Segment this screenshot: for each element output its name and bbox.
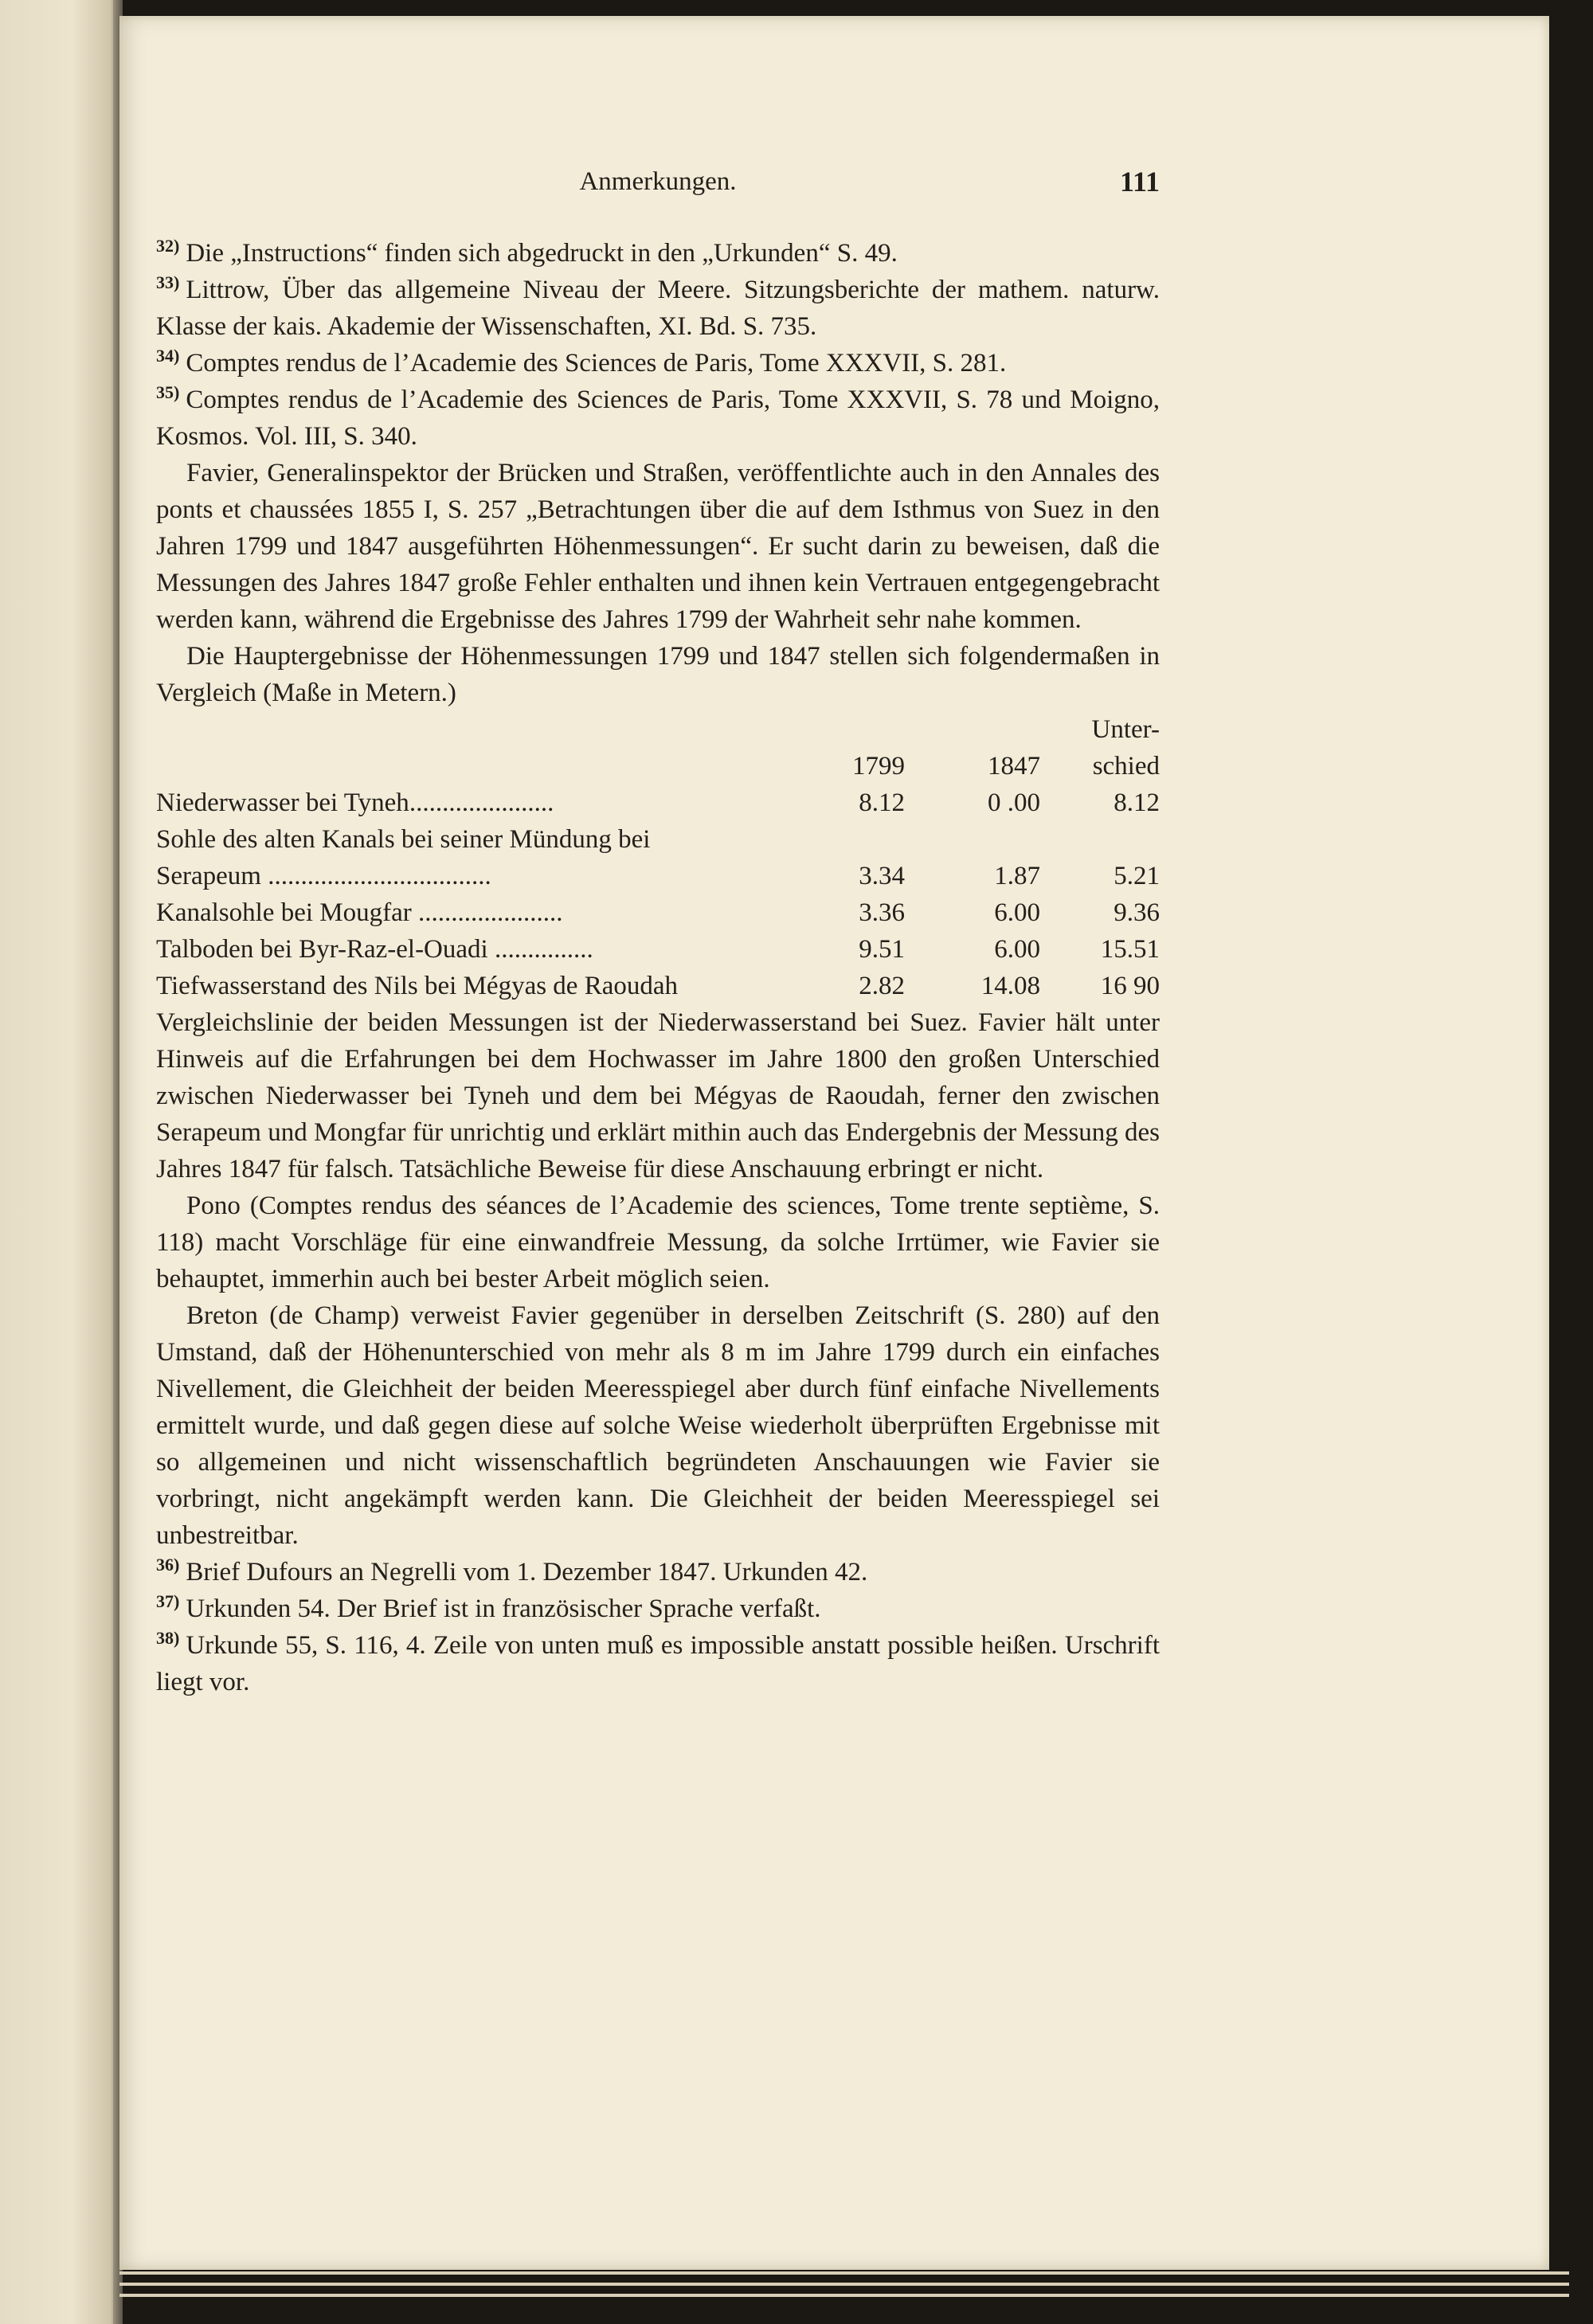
table-row: [156, 931, 1160, 968]
paragraph-favier: Favier, Generalinspektor der Brücken und Straßen, veröffentlichte auch in den Annales des ponts et chaussées 1855 I, S. 257 „Betrachtungen über die auf dem Isthmus von Suez in den Jahren 1799 und 1847 ausgeführten Höhenmessungen“. Er sucht darin zu beweisen, daß die Messungen des Jahres 1847 große Fehler enthalten und ihnen kein Vertrauen entgegengebracht werden kann, während die Ergebnisse des Jahres 1799 der Wahrheit sehr nahe kommen.: [156, 459, 1160, 634]
footnote-text: Urkunde 55, S. 116, 4. Zeile von unten muß es impossible anstatt possible heißen. Urschrift liegt vor.: [156, 1631, 1160, 1696]
footnote-text: Littrow, Über das allgemeine Niveau der Meere. Sitzungsberichte der mathem. naturw. Klasse der kais. Akademie der Wissenschaften, XI. Bd. S. 735.: [156, 276, 1160, 341]
value-1847: 0 .00: [988, 788, 1040, 817]
row-label: Talboden bei Byr-Raz-el-Ouadi: [156, 935, 488, 964]
value-1847: 1.87: [994, 862, 1040, 890]
page-text: [156, 163, 1160, 1700]
facing-page-edge: [0, 0, 119, 2324]
footnote-35: [156, 381, 1160, 455]
value-diff: 16 90: [1100, 972, 1160, 1000]
footnote-36: [156, 1554, 1160, 1590]
value-diff: 5.21: [1114, 862, 1160, 890]
running-header: [156, 163, 1160, 219]
table-row: [156, 858, 1160, 894]
value-diff: 9.36: [1114, 898, 1160, 927]
column-header-1847: 1847: [988, 752, 1040, 781]
height-comparison-table: [156, 711, 1160, 1004]
footnote-number: 34): [156, 346, 180, 366]
leader-dots: ......................: [409, 788, 554, 817]
leader-dots: ...............: [494, 935, 593, 964]
page-stack-edge: [119, 2283, 1569, 2286]
page-stack-edge: [119, 2271, 1569, 2275]
value-1799: 9.51: [859, 935, 905, 964]
footnote-number: 37): [156, 1591, 180, 1611]
value-1799: 8.12: [859, 788, 905, 817]
footnote-number: 35): [156, 382, 180, 402]
footnote-text: Die „Instructions“ finden sich abgedruckt in den „Urkunden“ S. 49.: [186, 239, 898, 268]
paragraph-vergleichslinie: Vergleichslinie der beiden Messungen ist der Niederwasserstand bei Suez. Favier hält unter Hinweis auf die Erfahrungen bei dem Hochwasser im Jahre 1800 den großen Unterschied zwischen Niederwasser bei Tyneh und dem bei Mégyas de Raoudah, ferner den zwischen Serapeum und Mongfar für unrichtig und erklärt mithin auch das Endergebnis der Messung des Jahres 1847 für falsch. Tatsächliche Beweise für diese Anschauung erbringt er nicht.: [156, 1008, 1160, 1184]
table-row: [156, 784, 1160, 821]
value-1799: 3.34: [859, 862, 905, 890]
column-header-1799: 1799: [852, 752, 905, 781]
paragraph-pono: Pono (Comptes rendus des séances de l’Academie des sciences, Tome trente septième, S. 118) macht Vorschläge für eine einwandfreie Messung, da solche Irrtümer, wie Favier sie behauptet, immerhin auch bei bester Arbeit möglich seien.: [156, 1191, 1160, 1293]
value-diff: 8.12: [1114, 788, 1160, 817]
value-diff: 15.51: [1100, 935, 1160, 964]
value-1847: 6.00: [994, 898, 1040, 927]
row-label: Tiefwasserstand des Nils bei Mégyas de Raoudah: [156, 972, 679, 1000]
footnote-text: Comptes rendus de l’Academie des Sciences de Paris, Tome XXXVII, S. 78 und Moigno, Kosmos. Vol. III, S. 340.: [156, 385, 1160, 451]
page-stack-edge: [119, 2294, 1569, 2297]
table-row-label-continuation: [156, 821, 1160, 858]
value-1847: 6.00: [994, 935, 1040, 964]
footnote-32: [156, 235, 1160, 272]
table-row: [156, 968, 1160, 1004]
value-1799: 3.36: [859, 898, 905, 927]
footnote-text: Brief Dufours an Negrelli vom 1. Dezember 1847. Urkunden 42.: [186, 1558, 868, 1587]
table-header-row: [156, 748, 1160, 784]
column-header-diff-line2: schied: [1092, 752, 1160, 781]
footnote-text: Urkunden 54. Der Brief ist in französischer Sprache verfaßt.: [186, 1594, 821, 1623]
footnote-number: 32): [156, 236, 180, 256]
paragraph-hauptergebnisse: Die Hauptergebnisse der Höhenmessungen 1799 und 1847 stellen sich folgendermaßen in Vergleich (Maße in Metern.): [156, 642, 1160, 707]
footnote-number: 33): [156, 272, 180, 292]
leader-dots: ......................: [418, 898, 563, 927]
footnote-38: [156, 1627, 1160, 1700]
page-number: 111: [1119, 166, 1160, 198]
table-header-row: [156, 711, 1160, 748]
footnote-text: Comptes rendus de l’Academie des Sciences de Paris, Tome XXXVII, S. 281.: [186, 349, 1007, 378]
paragraph-breton: Breton (de Champ) verweist Favier gegenüber in derselben Zeitschrift (S. 280) auf den Umstand, daß der Höhenunterschied von mehr als 8 m im Jahre 1799 durch ein einfaches Nivellement, die Gleichheit der beiden Meeresspiegel aber durch fünf einfache Nivellements ermittelt wurde, und daß gegen diese auf solche Weise wiederholt überprüften Ergebnisse mit so allgemeinen und nicht wissenschaftlich begründeten Anschauungen wie Favier sie vorbringt, nicht angekämpft werden kann. Die Gleichheit der beiden Meeresspiegel sei unbestreitbar.: [156, 1301, 1160, 1550]
footnote-number: 36): [156, 1555, 180, 1575]
footnote-34: [156, 345, 1160, 381]
footnote-number: 38): [156, 1628, 180, 1648]
row-label-line1: Sohle des alten Kanals bei seiner Mündung bei: [156, 825, 651, 854]
row-label: Kanalsohle bei Mougfar: [156, 898, 412, 927]
page-title: Anmerkungen.: [579, 167, 737, 196]
row-label: Serapeum: [156, 862, 261, 890]
column-header-diff-line1: Unter-: [1091, 715, 1160, 744]
table-row: [156, 894, 1160, 931]
row-label: Niederwasser bei Tyneh: [156, 788, 409, 817]
footnote-33: [156, 272, 1160, 345]
value-1847: 14.08: [980, 972, 1040, 1000]
leader-dots: ..................................: [268, 862, 491, 890]
value-1799: 2.82: [859, 972, 905, 1000]
footnote-37: [156, 1590, 1160, 1627]
